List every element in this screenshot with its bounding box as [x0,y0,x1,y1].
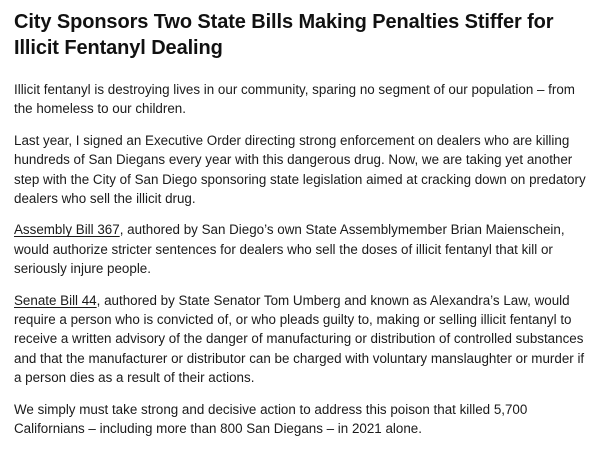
article-title: City Sponsors Two State Bills Making Penalties Stiffer for Illicit Fentanyl Dealing [14,11,554,59]
paragraph-senate-bill [14,291,592,388]
paragraph-assembly-bill [14,220,592,278]
assembly-bill-367-link[interactable]: Assembly Bill 367 [14,222,120,238]
paragraph-closing: We simply must take strong and decisive action to address this poison that killed 5,700 Californians – including more than 800 San Diegans – in 2021 alone. [14,401,528,437]
senate-bill-44-link[interactable]: Senate Bill 44 [14,292,97,308]
senate-bill-description: , authored by State Senator Tom Umberg and known as Alexandra’s Law, would require a person who is convicted of, or who pleads guilty to, making or selling illicit fentanyl to receive a written advisory of the danger of manufacturing or distribution of controlled substances and that the manufacturer or distributor can be charged with voluntary manslaughter or murder if a person dies as a result of their actions. [14,292,585,386]
paragraph-intro: Illicit fentanyl is destroying lives in our community, sparing no segment of our population – from the homeless to our children. [14,82,575,117]
assembly-bill-description: , authored by San Diego’s own State Assemblymember Brian Maienschein, would authorize stricter sentences for dealers who sell the doses of illicit fentanyl that kill or seriously injure people. [14,222,565,277]
paragraph-executive-order: Last year, I signed an Executive Order directing strong enforcement on dealers who are killing hundreds of San Diegans every year with this dangerous drug. Now, we are taking yet another step with the City of San Diego sponsoring state legislation aimed at cracking down on predatory dealers who sell the illicit drug. [14,132,586,207]
